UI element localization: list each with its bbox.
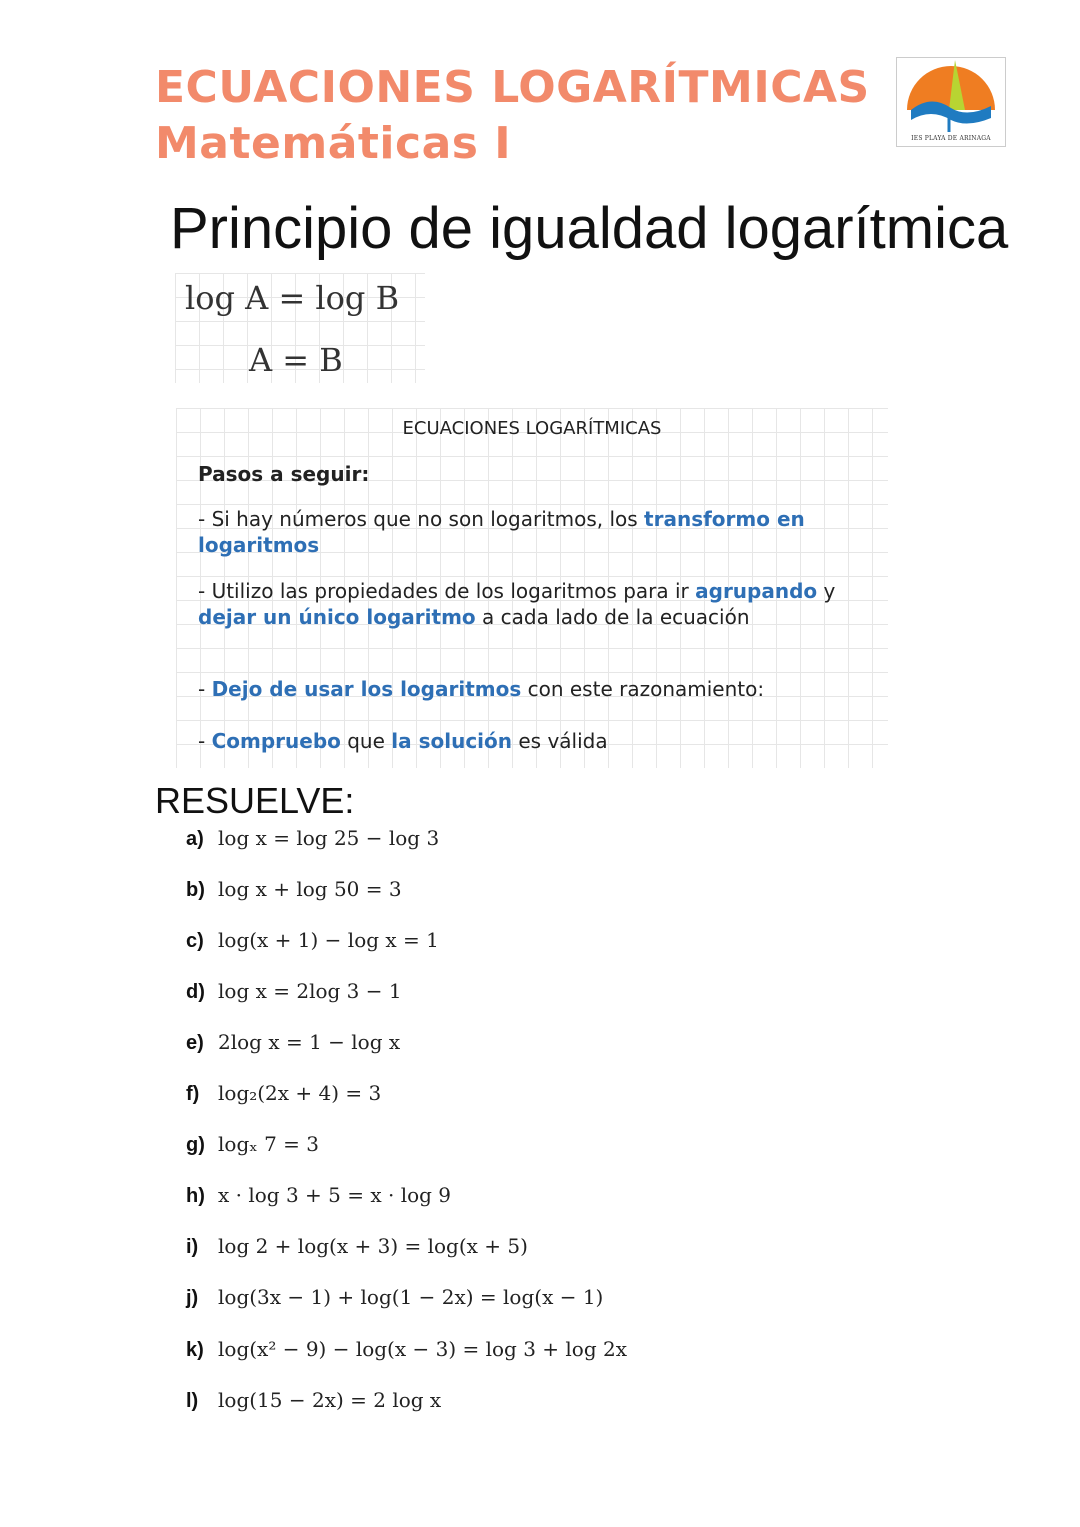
exercise-equation: log(15 − 2x) = 2 log x [218,1388,442,1412]
step-4: - Compruebo que la solución es válida [198,729,608,753]
exercise-label: e) [186,1032,204,1054]
steps-card [176,408,888,768]
exercise-label: l) [186,1390,199,1412]
exercise-item [186,1132,319,1164]
exercise-label: g) [186,1134,205,1156]
highlighted-phrase: agrupando [695,579,818,603]
exercise-equation: log(x + 1) − log x = 1 [218,928,439,952]
exercise-label: i) [186,1236,199,1258]
exercises-heading: RESUELVE: [155,780,355,821]
exercise-label: j) [186,1287,199,1309]
highlighted-phrase: dejar un único logaritmo [198,605,476,629]
highlighted-phrase: la solución [391,729,513,753]
exercise-equation: log(3x − 1) + log(1 − 2x) = log(x − 1) [218,1285,604,1309]
title-line-2: Matemáticas I [155,118,512,169]
exercise-item [186,826,439,858]
exercise-item [186,1388,441,1420]
formula-line-2: A = B [249,341,343,379]
principle-formula [175,273,425,383]
exercise-equation: logₓ 7 = 3 [218,1132,319,1156]
formula-line-1: log A = log B [185,279,400,317]
exercise-item [186,1183,451,1215]
exercise-label: c) [186,930,204,952]
exercise-item [186,1337,627,1369]
exercise-equation: log(x² − 9) − log(x − 3) = log 3 + log 2x [218,1337,628,1361]
highlighted-phrase: Dejo de usar los logaritmos [211,677,522,701]
steps-heading: Pasos a seguir: [198,462,370,486]
exercise-equation: log x = log 25 − log 3 [218,826,440,850]
exercise-equation: log x = 2log 3 − 1 [218,979,402,1003]
logo-sun-sail-icon [897,58,1005,134]
exercise-label: d) [186,981,205,1003]
step-1: - Si hay números que no son logaritmos, los transformo en logaritmos [198,507,805,557]
school-logo [896,57,1006,147]
exercise-item [186,979,402,1011]
exercise-item [186,1285,603,1317]
exercise-label: h) [186,1185,205,1207]
step-2: - Utilizo las propiedades de los logaritmos para ir agrupando y dejar un único logaritmo a cada lado de la ecuación [198,579,836,629]
exercise-label: a) [186,828,204,850]
title-line-1: ECUACIONES LOGARÍTMICAS [155,62,870,113]
exercise-label: b) [186,879,205,901]
exercise-equation: log 2 + log(x + 3) = log(x + 5) [218,1234,528,1258]
exercise-item [186,1030,400,1062]
exercise-item [186,928,439,960]
exercise-equation: 2log x = 1 − log x [218,1030,401,1054]
exercise-item [186,1081,381,1113]
exercise-equation: log x + log 50 = 3 [218,877,402,901]
exercise-item [186,877,402,909]
section-heading: Principio de igualdad logarítmica [170,196,1009,261]
highlighted-phrase: Compruebo [211,729,341,753]
exercise-label: f) [186,1083,200,1105]
exercise-equation: x · log 3 + 5 = x · log 9 [218,1183,452,1207]
highlighted-phrase: transformo en logaritmos [198,507,805,557]
exercise-label: k) [186,1339,204,1361]
steps-card-title: ECUACIONES LOGARÍTMICAS [402,418,662,439]
step-3: - Dejo de usar los logaritmos con este razonamiento: [198,677,765,701]
document-title [155,60,870,172]
exercise-equation: log₂(2x + 4) = 3 [218,1081,382,1105]
exercise-item [186,1234,528,1266]
logo-caption: IES PLAYA DE ARINAGA [911,135,991,142]
